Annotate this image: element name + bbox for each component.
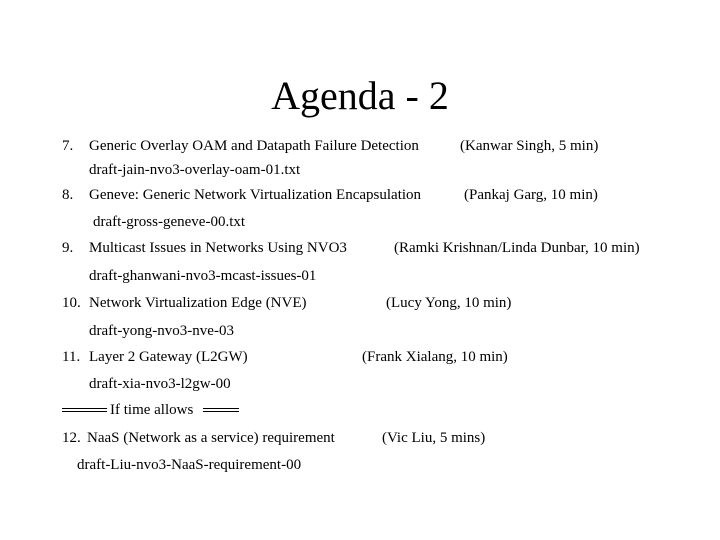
item-topic: Layer 2 Gateway (L2GW) — [89, 349, 248, 365]
item-presenter: (Pankaj Garg, 10 min) — [464, 187, 598, 203]
item-draft: draft-jain-nvo3-overlay-oam-01.txt — [89, 162, 301, 178]
item-presenter: (Vic Liu, 5 mins) — [382, 430, 486, 446]
item-draft: draft-xia-nvo3-l2gw-00 — [89, 376, 231, 392]
item-number: 11. — [62, 349, 81, 365]
item-topic: NaaS (Network as a service) requirement — [87, 430, 335, 446]
item-number: 12. — [62, 430, 81, 446]
item-topic: Geneve: Generic Network Virtualization Encapsulation — [89, 187, 422, 203]
item-topic: Generic Overlay OAM and Datapath Failure Detection — [89, 138, 419, 154]
item-topic: Multicast Issues in Networks Using NVO3 — [89, 240, 347, 256]
item-number: 9. — [62, 240, 74, 256]
separator-line-right — [203, 408, 239, 412]
item-presenter: (Frank Xialang, 10 min) — [362, 349, 508, 365]
if-time-label: If time allows — [110, 402, 194, 418]
item-draft: draft-ghanwani-nvo3-mcast-issues-01 — [89, 268, 317, 284]
item-presenter: (Lucy Yong, 10 min) — [386, 295, 512, 311]
item-number: 7. — [62, 138, 74, 154]
item-draft: draft-Liu-nvo3-NaaS-requirement-00 — [77, 457, 302, 473]
item-draft: draft-gross-geneve-00.txt — [93, 214, 246, 230]
item-number: 10. — [62, 295, 81, 311]
item-presenter: (Kanwar Singh, 5 min) — [460, 138, 599, 154]
item-number: 8. — [62, 187, 74, 203]
item-topic: Network Virtualization Edge (NVE) — [89, 295, 307, 311]
slide-title: Agenda - 2 — [271, 73, 449, 118]
item-presenter: (Ramki Krishnan/Linda Dunbar, 10 min) — [394, 240, 640, 256]
separator-line-left — [62, 408, 107, 412]
item-draft: draft-yong-nvo3-nve-03 — [89, 323, 234, 339]
